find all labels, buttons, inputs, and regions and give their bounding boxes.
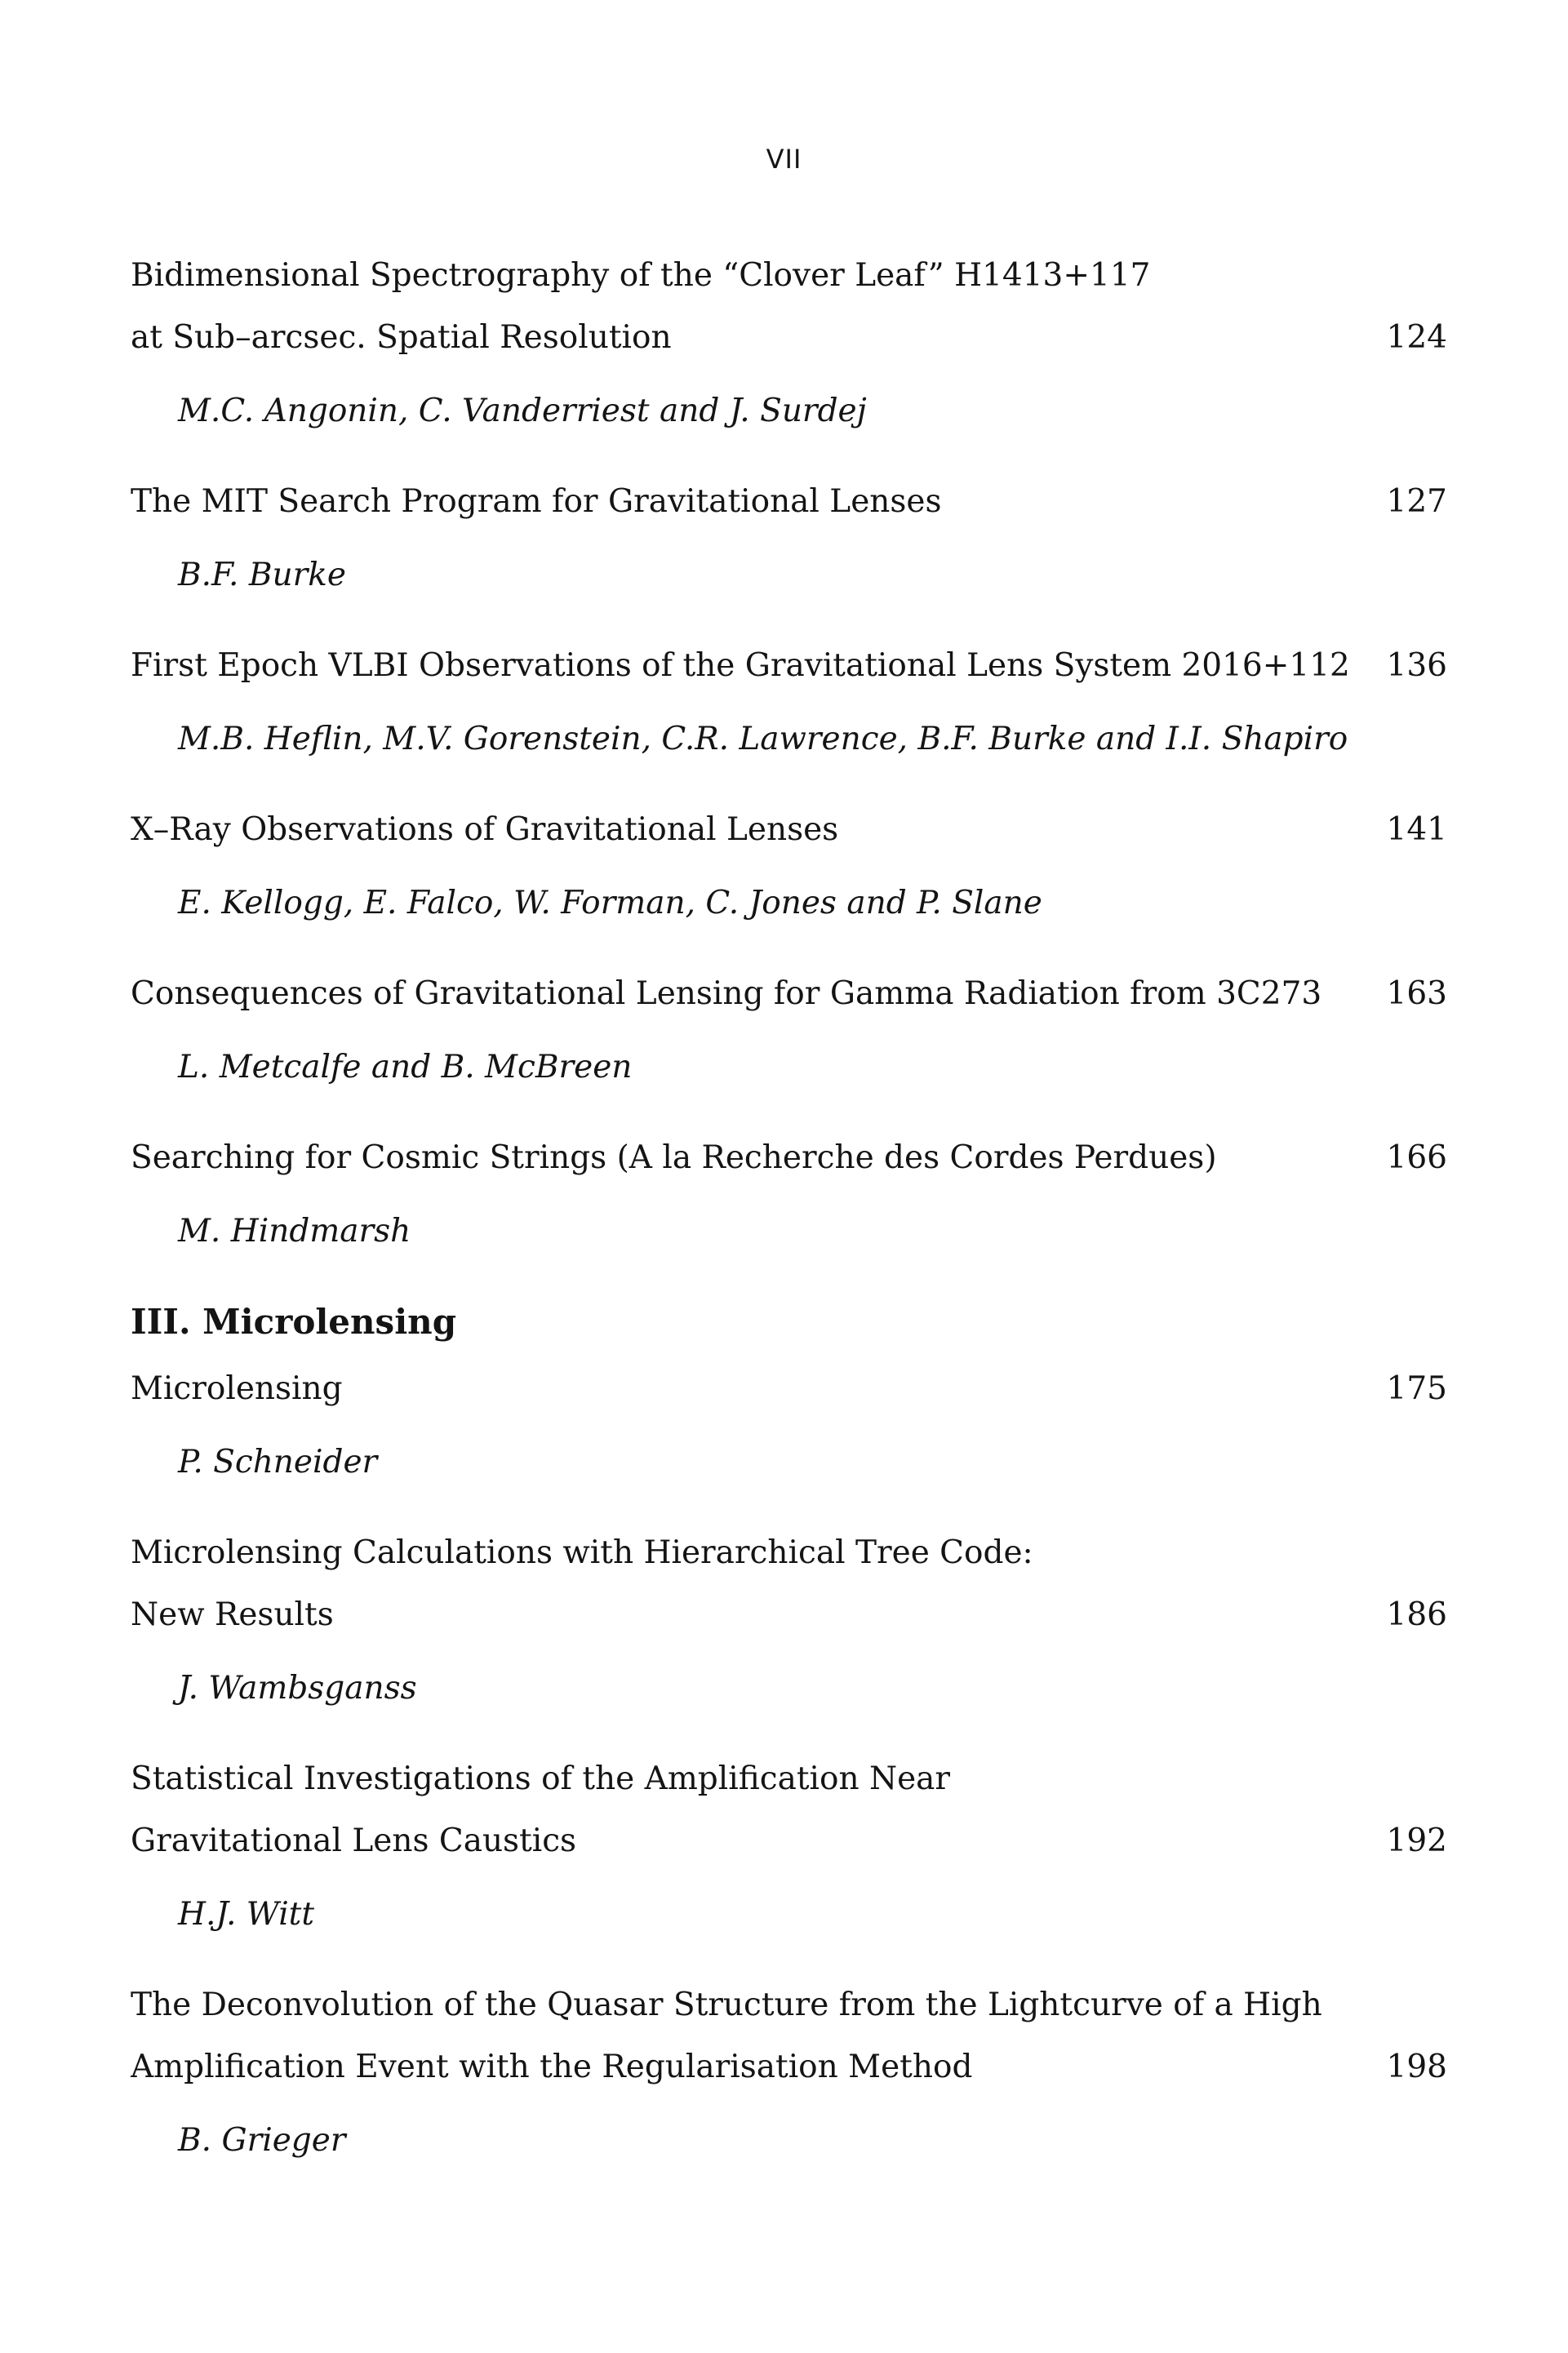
entry-authors: E. Kellogg, E. Falco, W. Forman, C. Jones and P. Slane [178, 885, 1042, 921]
entry-title-line [131, 2036, 1447, 2098]
entry-page-number: 141 [1386, 811, 1447, 848]
table-of-contents [131, 245, 1447, 2200]
entry-page-number: 192 [1386, 1822, 1447, 1859]
entry-title-line [131, 471, 1447, 533]
entry-title-line [131, 1584, 1447, 1646]
entry-page-number: 127 [1386, 483, 1447, 520]
entry-title-text: at Sub–arcsec. Spatial Resolution [131, 319, 672, 356]
entry-title-text: Amplification Event with the Regularisation Method [131, 2049, 973, 2085]
entry-title-line [131, 635, 1447, 697]
entry-title-text: Consequences of Gravitational Lensing for Gamma Radiation from 3C273 [131, 975, 1322, 1012]
entry-page-number: 175 [1386, 1370, 1447, 1407]
entry-page-number: 136 [1386, 647, 1447, 684]
toc-entry [131, 635, 1447, 770]
toc-entry [131, 963, 1447, 1099]
entry-title-line [131, 799, 1447, 861]
entry-authors: J. Wambsganss [178, 1670, 417, 1707]
entry-page-number: 198 [1386, 2049, 1447, 2085]
entry-authors: L. Metcalfe and B. McBreen [178, 1049, 633, 1085]
entry-title-line [131, 1974, 1447, 2036]
entry-title-line [131, 1810, 1447, 1872]
page-number: VII [766, 144, 802, 175]
entry-title-line [131, 1522, 1447, 1584]
entry-page-number: 186 [1386, 1596, 1447, 1633]
entry-title-text: Statistical Investigations of the Amplification Near [131, 1760, 951, 1797]
toc-entry [131, 1974, 1447, 2172]
entry-title-text: New Results [131, 1596, 334, 1633]
entry-authors: M. Hindmarsh [178, 1213, 411, 1250]
toc-entry [131, 1127, 1447, 1263]
toc-entry [131, 1748, 1447, 1946]
entry-title-text: Gravitational Lens Caustics [131, 1822, 577, 1859]
entry-title-text: Microlensing [131, 1370, 343, 1407]
entry-authors: B.F. Burke [178, 557, 346, 593]
entry-page-number: 166 [1386, 1139, 1447, 1176]
entry-title-text: X–Ray Observations of Gravitational Lenses [131, 811, 839, 848]
entry-title-text: Bidimensional Spectrography of the “Clover Leaf” H1413+117 [131, 257, 1151, 294]
entry-page-number: 163 [1386, 975, 1447, 1012]
entry-title-text: Microlensing Calculations with Hierarchical Tree Code: [131, 1534, 1033, 1571]
entry-title-line [131, 245, 1447, 307]
entry-authors: M.B. Heflin, M.V. Gorenstein, C.R. Lawrence, B.F. Burke and I.I. Shapiro [178, 721, 1348, 757]
toc-entry [131, 1358, 1447, 1494]
entry-title-line [131, 1358, 1447, 1420]
entry-title-line [131, 307, 1447, 369]
entry-title-line [131, 1127, 1447, 1189]
entry-authors: M.C. Angonin, C. Vanderriest and J. Surdej [178, 393, 867, 429]
toc-entry [131, 1522, 1447, 1720]
entry-authors: P. Schneider [178, 1444, 378, 1481]
toc-entry [131, 471, 1447, 606]
toc-entry [131, 245, 1447, 442]
entry-title-line [131, 963, 1447, 1025]
entry-page-number: 124 [1386, 319, 1447, 356]
entry-authors: B. Grieger [178, 2122, 346, 2159]
entry-title-text: Searching for Cosmic Strings (A la Recherche des Cordes Perdues) [131, 1139, 1217, 1176]
entry-authors: H.J. Witt [178, 1896, 315, 1933]
toc-entry [131, 799, 1447, 935]
entry-title-text: The MIT Search Program for Gravitational Lenses [131, 483, 942, 520]
section-heading: III. Microlensing [131, 1302, 457, 1342]
entry-title-line [131, 1748, 1447, 1810]
entry-title-text: First Epoch VLBI Observations of the Gravitational Lens System 2016+112 [131, 647, 1350, 684]
entry-title-text: The Deconvolution of the Quasar Structure from the Lightcurve of a High [131, 1987, 1322, 2023]
